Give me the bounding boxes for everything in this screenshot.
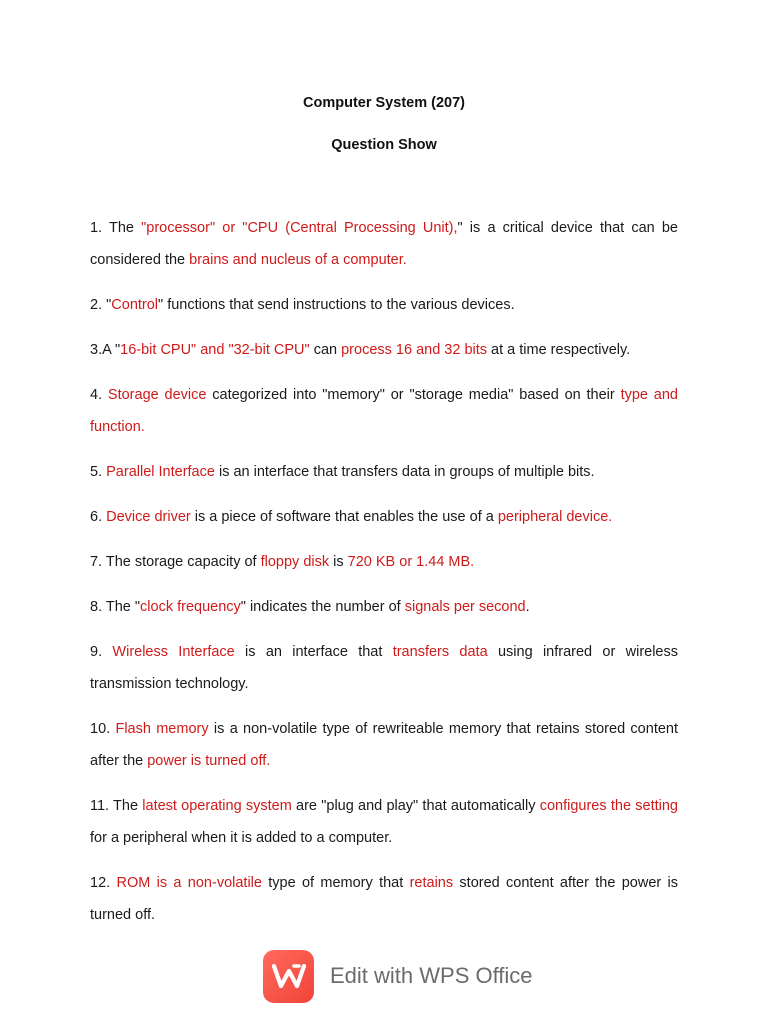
question-item: [90, 334, 678, 366]
highlighted-answer: power is turned off.: [147, 753, 271, 769]
question-text: " functions that send instructions to the various devices.: [158, 297, 515, 313]
question-text: 4.: [90, 387, 108, 403]
edit-with-wps-link[interactable]: Edit with WPS Office: [330, 963, 533, 988]
highlighted-answer: peripheral device.: [497, 509, 613, 525]
wps-logo-icon[interactable]: [263, 950, 314, 1003]
question-text: using infrared or wireless transmission technology.: [90, 644, 678, 692]
question-text: 9.: [90, 644, 113, 660]
question-text: stored content after the power is turned off.: [90, 875, 678, 923]
question-item: [90, 591, 678, 623]
question-item: [90, 456, 678, 488]
highlighted-answer: Wireless Interface: [112, 644, 235, 660]
question-text: are "plug and play" that automatically: [291, 798, 540, 814]
highlighted-answer: Parallel Interface: [106, 464, 215, 480]
question-item: [90, 790, 678, 854]
highlighted-answer: retains: [409, 875, 454, 891]
question-text: .: [525, 599, 530, 615]
question-text: is a non-volatile type of rewriteable memory that retains stored content after the: [90, 721, 678, 769]
question-item: [90, 713, 678, 777]
question-text: is an interface that transfers data in groups of multiple bits.: [214, 464, 595, 480]
question-text: " is a critical device that can be considered the: [90, 220, 678, 268]
question-text: is a piece of software that enables the use of a: [190, 509, 498, 525]
question-text: 1. The: [90, 220, 142, 236]
highlighted-answer: ROM is a non-volatile: [116, 875, 262, 891]
question-item: [90, 212, 678, 276]
question-item: [90, 867, 678, 931]
question-text: 11. The: [90, 798, 143, 814]
question-text: 6.: [90, 509, 107, 525]
highlighted-answer: process 16 and 32 bits: [341, 342, 488, 358]
highlighted-answer: Flash memory: [115, 721, 209, 737]
highlighted-answer: signals per second: [404, 599, 526, 615]
question-text: " indicates the number of: [240, 599, 405, 615]
document-title: Computer System (207): [303, 95, 465, 111]
highlighted-answer: 16-bit CPU" and "32-bit CPU": [120, 342, 310, 358]
highlighted-answer: floppy disk: [260, 554, 330, 570]
highlighted-answer: "processor" or "CPU (Central Processing Unit),: [141, 220, 458, 236]
wps-edit-banner[interactable]: [263, 948, 533, 1004]
question-text: at a time respectively.: [487, 342, 631, 358]
question-item: [90, 636, 678, 700]
highlighted-answer: transfers data: [392, 644, 488, 660]
question-list: [90, 212, 678, 944]
question-text: is an interface that: [234, 644, 393, 660]
question-text: 8. The ": [90, 599, 141, 615]
question-text: categorized into "memory" or "storage media" based on their: [206, 387, 621, 403]
question-text: 12.: [90, 875, 117, 891]
question-text: for a peripheral when it is added to a computer.: [90, 830, 393, 846]
highlighted-answer: 720 KB or 1.44 MB.: [347, 554, 475, 570]
question-text: type of memory that: [261, 875, 410, 891]
highlighted-answer: Storage device: [107, 387, 207, 403]
question-item: [90, 289, 678, 321]
question-text: 5.: [90, 464, 107, 480]
question-text: 10.: [90, 721, 116, 737]
document-subtitle: Question Show: [331, 137, 437, 153]
question-text: 2. ": [90, 297, 112, 313]
question-text: 7. The storage capacity of: [90, 554, 261, 570]
highlighted-answer: clock frequency: [140, 599, 241, 615]
question-text: is: [329, 554, 348, 570]
question-text: can: [309, 342, 342, 358]
question-item: [90, 546, 678, 578]
highlighted-answer: brains and nucleus of a computer.: [189, 252, 407, 268]
question-item: [90, 379, 678, 443]
highlighted-answer: latest operating system: [142, 798, 292, 814]
highlighted-answer: Control: [111, 297, 159, 313]
highlighted-answer: Device driver: [106, 509, 191, 525]
question-text: 3.A ": [90, 342, 121, 358]
highlighted-answer: type and function.: [90, 387, 678, 435]
highlighted-answer: configures the setting: [539, 798, 678, 814]
question-item: [90, 501, 678, 533]
